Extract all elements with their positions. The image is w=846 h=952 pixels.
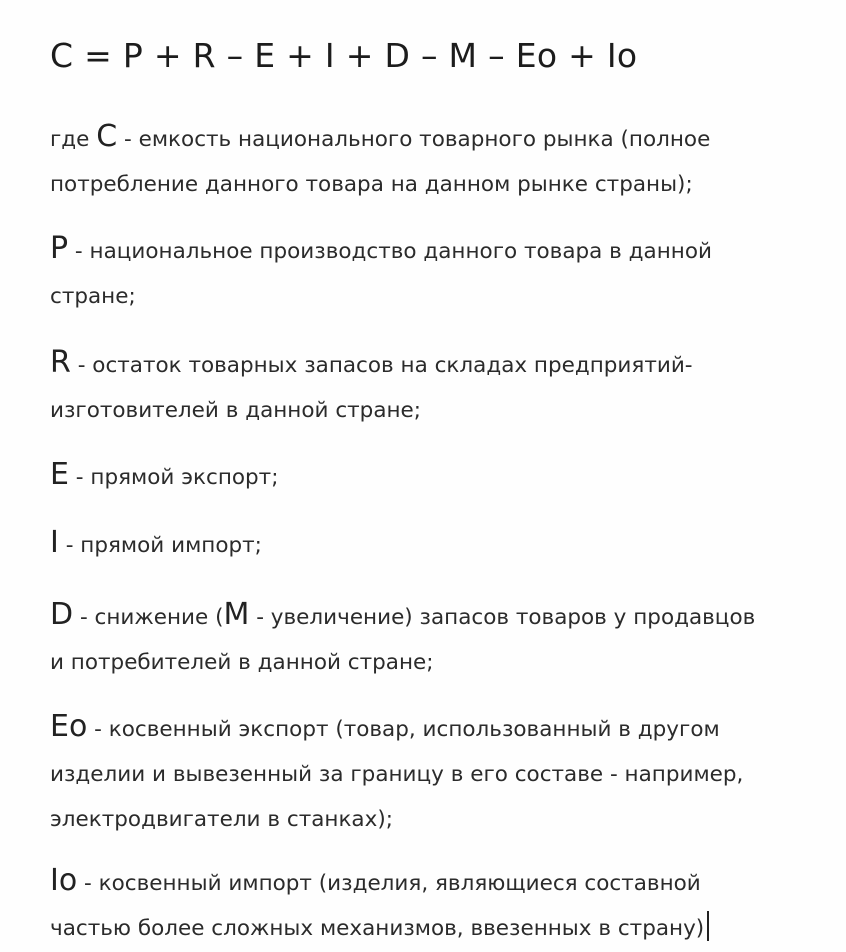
definition-eo — [50, 704, 840, 842]
definition-text-line: изделии и вывезенный за границу в его составе - например, — [50, 762, 744, 787]
symbol-eo: Ео — [50, 709, 88, 744]
definition-text-line: и потребителей в данной стране; — [50, 650, 434, 675]
symbol-io: Io — [50, 863, 78, 898]
definition-p — [50, 226, 840, 319]
definition-text-line: - косвенный экспорт (товар, использованный в другом — [87, 717, 720, 742]
definition-e — [50, 452, 840, 500]
capacity-formula: С = P + R – E + I + D – M – Eo + Io — [50, 36, 638, 75]
symbol-c: С — [96, 119, 118, 154]
definition-prefix: где — [50, 127, 97, 152]
symbol-i: I — [50, 525, 59, 560]
symbol-p: Р — [50, 231, 69, 266]
definition-c — [50, 114, 840, 207]
symbol-e: Е — [50, 457, 69, 492]
symbol-r: R — [50, 345, 71, 380]
definition-i — [50, 520, 840, 568]
definition-text-line: электродвигатели в станках); — [50, 807, 393, 832]
definition-text-line: стране; — [50, 284, 136, 309]
definition-text-line: потребление данного товара на данном рынке страны); — [50, 172, 693, 197]
definition-d-m — [50, 592, 840, 685]
definition-text-line: - остаток товарных запасов на складах предприятий- — [70, 353, 693, 378]
definition-text-line: - косвенный импорт (изделия, являющиеся составной — [77, 871, 701, 896]
definition-text-line: изготовителей в данной стране; — [50, 398, 422, 423]
definition-r — [50, 340, 840, 433]
definition-text-line: - прямой импорт; — [58, 533, 262, 558]
definition-text-line: - национальное производство данного товара в данной — [68, 239, 712, 264]
definition-io — [50, 858, 840, 951]
symbol-m: М — [223, 597, 250, 632]
definition-text-line: - снижение ( — [73, 605, 224, 630]
text-cursor — [707, 911, 709, 941]
definition-text-line: частью более сложных механизмов, ввезенных в страну) — [50, 916, 705, 941]
definition-text-line: - прямой экспорт; — [68, 465, 279, 490]
definition-text-line: - емкость национального товарного рынка (полное — [117, 127, 711, 152]
symbol-d: D — [50, 597, 74, 632]
definition-text-line: - увеличение) запасов товаров у продавцов — [249, 605, 756, 630]
